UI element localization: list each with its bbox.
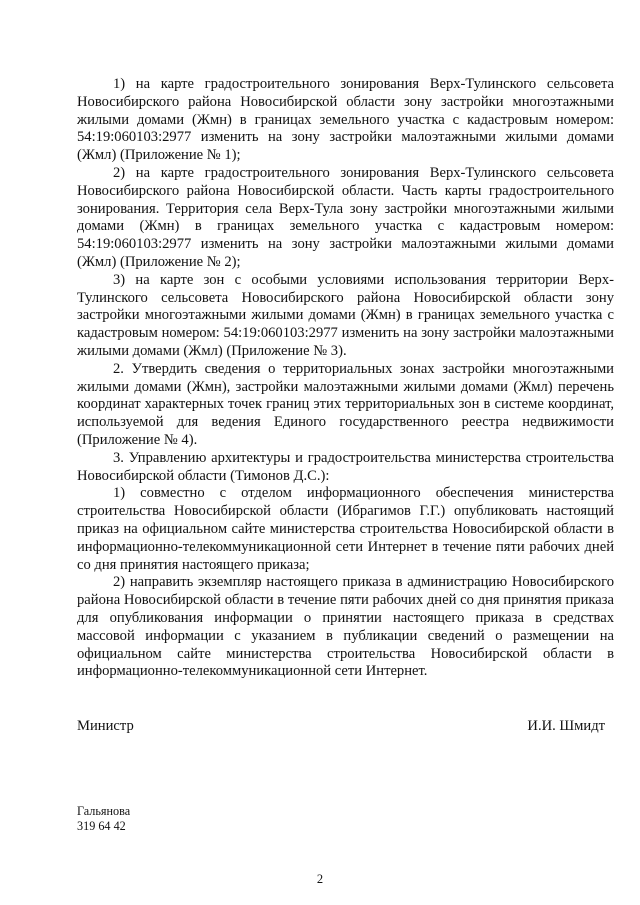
executor-phone: 319 64 42 [77, 819, 126, 833]
page-number: 2 [316, 872, 324, 886]
signature-name: И.И. Шмидт [527, 718, 605, 734]
executor-block [77, 804, 130, 834]
signature-block [77, 718, 605, 738]
paragraph-section-3-item-2-send: 2) направить экземпляр настоящего приказа в администрацию Новосибирского района Новосибирской области в течение пяти рабочих дней со дня принятия приказа для опубликования информации о принятии настоящего приказа в средствах массовой информации с указанием в публикации сведений о размещении на официальном сайте министерства строительства Новосибирской области в информационно-телекоммуникационной сети Интернет. [77, 574, 614, 680]
paragraph-section-3-item-1-publish: 1) совместно с отделом информационного обеспечения министерства строительства Новосибирской области (Ибрагимов Г.Г.) опубликовать настоящий приказ на официальном сайте министерства строительства Новосибирской области в информационно-телекоммуникационной сети Интернет в течение пяти рабочих дней со дня принятия настоящего приказа; [77, 485, 614, 573]
paragraph-section-2-approve: 2. Утвердить сведения о территориальных зонах застройки многоэтажными жилыми домами (Жмн), застройки малоэтажными жилыми домами (Жмл) перечень координат характерных точек границ этих территориальных зон в системе координат, используемой для ведения Единого государственного реестра недвижимости (Приложение № 4). [77, 360, 614, 448]
paragraph-item-3-special-zones: 3) на карте зон с особыми условиями использования территории Верх-Тулинского сельсовета Новосибирского района Новосибирской области зону застройки многоэтажными жилыми домами (Жмн) в границах земельного участка с кадастровым номером: 54:19:060103:2977 изменить на зону застройки малоэтажными жилыми домами (Жмл) (Приложение № 3). [77, 271, 614, 359]
executor-name: Гальянова [77, 804, 131, 818]
paragraph-section-3-department: 3. Управлению архитектуры и градостроительства министерства строительства Новосибирской области (Тимонов Д.С.): [77, 449, 614, 484]
paragraph-item-2-map-part: 2) на карте градостроительного зонирования Верх-Тулинского сельсовета Новосибирского района Новосибирской области. Часть карты градостроительного зонирования. Территория села Верх-Тула зону застройки многоэтажными жилыми домами (Жмн) в границах земельного участка с кадастровым номером: 54:19:060103:2977 изменить на зону застройки малоэтажными жилыми домами (Жмл) (Приложение № 2); [77, 164, 614, 270]
document-body [77, 76, 614, 681]
paragraph-item-1-map-zoning: 1) на карте градостроительного зонирования Верх-Тулинского сельсовета Новосибирского района Новосибирской области зону застройки многоэтажными жилыми домами (Жмн) в границах земельного участка с кадастровым номером: 54:19:060103:2977 изменить на зону застройки малоэтажными жилыми домами (Жмл) (Приложение № 1); [77, 76, 614, 164]
signature-position: Министр [77, 718, 134, 734]
